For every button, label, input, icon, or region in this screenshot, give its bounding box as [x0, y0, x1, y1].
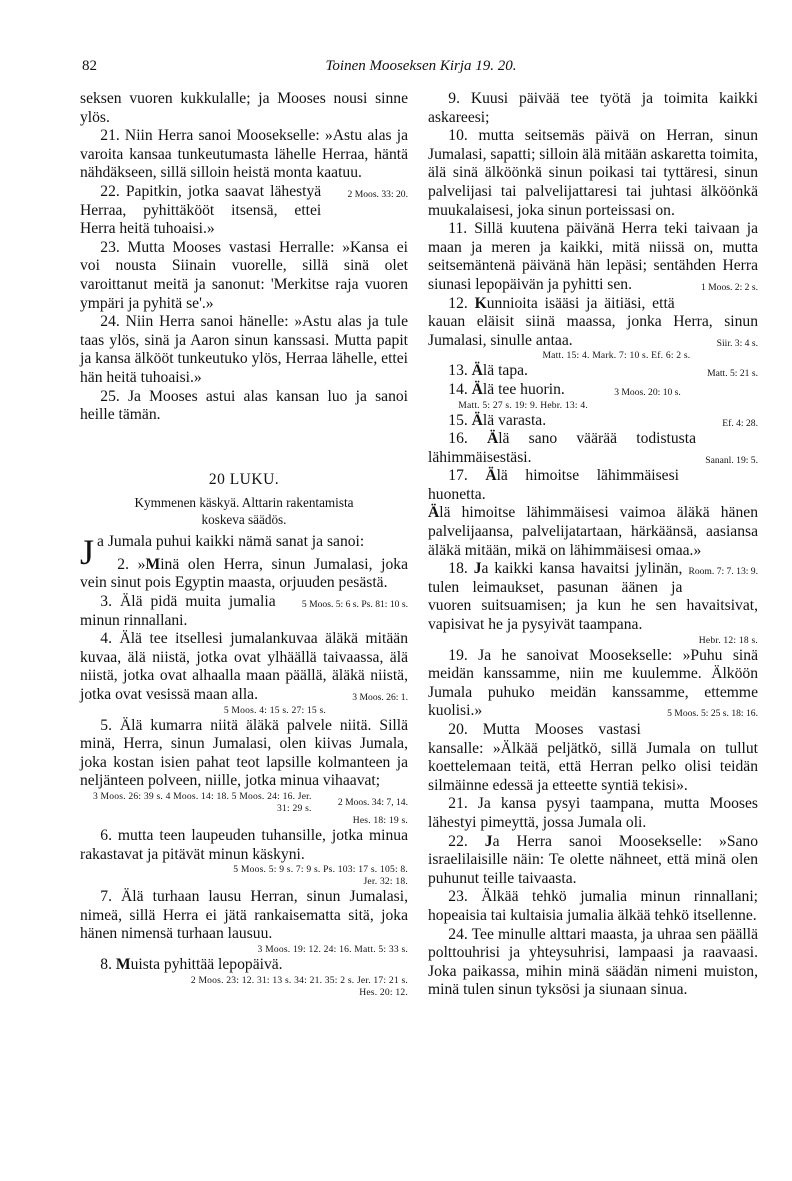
- cross-reference: Hes. 20: 12.: [359, 986, 408, 998]
- cross-reference: 3 Moos. 26: 39 s. 4 Moos. 14: 18. 5 Moos. 24: 16. Jer. 31: 29 s.: [92, 791, 312, 814]
- chapter-summary-line-1: Kymmenen käskyä. Alttarin rakentamista: [134, 495, 354, 511]
- cross-reference: 3 Moos. 20: 10 s.: [614, 386, 681, 398]
- left-column: [80, 90, 408, 999]
- bold-initial: Ä: [471, 362, 483, 380]
- verse-21: [80, 127, 408, 200]
- cross-reference: 5 Moos. 5: 6 s. Ps. 81: 10 s.: [301, 599, 408, 611]
- verse-number: 14.: [448, 380, 472, 398]
- verse-15: [428, 412, 758, 431]
- verse-text: 21. Niin Herra sanoi Moosekselle: »Astu alas ja varoita kansaa tunkeutumasta lähelle Herraa, häntä nähdäkseen, sillä silloin heistä monta kaatuu.: [80, 127, 408, 182]
- verse-number: 22.: [448, 832, 485, 850]
- running-title: Toinen Mooseksen Kirja 19. 20.: [325, 58, 517, 74]
- verse-text: a Herra sanoi Moosekselle: »Sano israelilaisille näin: Te olette nähneet, että minä olen puhunut teille taivaasta.: [428, 832, 759, 887]
- verse-24: 24. Tee minulle alttari maasta, ja uhraa sen päällä polttouhrisi ja yhteysuhrisi, lampaasi ja raavaasi. Joka paikassa, mihin minä säädän nimeni muiston, minä tulen sinun tyksösi ja siunaan sinua.: [428, 925, 758, 999]
- cross-reference: Matt. 15: 4. Mark. 7: 10 s. Ef. 6: 2 s.: [542, 350, 691, 362]
- cross-reference: Hebr. 12: 18 s.: [698, 634, 758, 646]
- verse-number: 16.: [448, 430, 487, 448]
- verse-text: unnioita isääsi ja äitiäsi, että kauan eläisit siinä maassa, jonka Herra, sinun Jumalasi, sinulle antaa.: [428, 294, 758, 349]
- page-header: [82, 58, 760, 80]
- verse-text: 19. Ja he sanoivat Moosekselle: »Puhu sinä meidän kanssamme, niin me kuulemme. Älköön Jumala puhuko meidän kanssamme, ettemme kuolisi.»: [428, 646, 758, 720]
- verse-4: [80, 630, 408, 704]
- bold-initial: J: [484, 832, 493, 850]
- cross-reference: Matt. 5: 21 s.: [707, 368, 758, 380]
- cross-reference: 3 Moos. 19: 12. 24: 16. Matt. 5: 33 s.: [257, 943, 408, 955]
- cross-reference: Matt. 5: 27 s. 19: 9. Hebr. 13: 4.: [458, 399, 588, 411]
- cross-reference: 2 Moos. 23: 12. 31: 13 s. 34: 21. 35: 2 s. Jer. 17: 21 s.: [190, 974, 408, 986]
- cross-reference: Ef. 4: 28.: [722, 417, 758, 429]
- verse-number: 12.: [448, 294, 475, 312]
- cross-reference: 1 Moos. 2: 2 s.: [700, 281, 758, 293]
- bold-initial: J: [473, 560, 482, 578]
- verse-24: 24. Niin Herra sanoi hänelle: »Astu alas ja tule taas ylös, sinä ja Aaron sinun kanssasi. Mutta papit ja kansa älkööt tunkeutuko ylös, Herraa lähelle, ettei hän heitä tuhoaisi.»: [80, 313, 408, 386]
- verse-text: a Jumala puhui kaikki nämä sanat ja sanoi:: [97, 533, 365, 551]
- verse-7: [80, 888, 408, 944]
- verse-1: [80, 532, 408, 573]
- chapter-heading: 20 LUKU.: [208, 470, 280, 488]
- verse-23: 23. Älkää tehkö jumalia minun rinnallani; hopeaisia tai kultaisia jumalia älkää tehkö itsellenne.: [428, 888, 758, 924]
- verse-number: 8.: [100, 955, 116, 973]
- verse-11: [428, 220, 758, 294]
- verse-text: lä tapa.: [482, 362, 528, 380]
- bold-initial: M: [145, 555, 161, 573]
- verse-text: lä tee huorin.: [482, 380, 565, 398]
- verse-text: lä varasta.: [482, 411, 547, 429]
- cross-reference: 5 Moos. 5: 25 s. 18: 16.: [667, 708, 758, 720]
- cross-reference: 5 Moos. 5: 9 s. 7: 9 s. Ps. 103: 17 s. 105: 8.: [233, 864, 408, 876]
- verse-text: 6. mutta teen laupeuden tuhansille, jotka minua rakastavat ja pitävät minun käskyni.: [80, 827, 408, 863]
- verse-number: 18.: [448, 560, 474, 578]
- verse-text: 4. Älä tee itsellesi jumalankuvaa äläkä mitään kuvaa, älä niistä, jotka ovat ylhäällä taivaassa, älä niistä, jotka ovat alhaalla maan päällä, äläkä niistä, jotka ovat vesissä maan alla.: [80, 630, 408, 704]
- verse-number: 17.: [448, 467, 486, 485]
- verse-16: [428, 430, 758, 467]
- verse-22: 22. Papitkin, jotka saavat lähestyä Herraa, pyhittäkööt itsensä, ettei Herra heitä tuhoaisi.»: [80, 182, 322, 238]
- verse-text: 11. Sillä kuutena päivänä Herra teki taivaan ja maan ja meren ja kaikki, mitä niissä on, mutta seitsemäntenä päivänä hän lepäsi; sentähden Herra siunasi lepopäivän ja pyhitti sen.: [428, 220, 758, 293]
- verse-text: a kaikki kansa havaitsi jylinän, tulen leimaukset, pasunan äänen ja vuoren suitsuamisen; ja kun he sen havaitsivat, vapisivat he ja pysyivät taampana.: [428, 560, 758, 634]
- verse-text: 7. Älä turhaan lausu Herran, sinun Jumalasi, nimeä, sillä Herra ei jätä rankaisematta sitä, joka hänen nimensä turhaan lausuu.: [80, 888, 408, 943]
- cross-reference: Hes. 18: 19 s.: [352, 815, 408, 826]
- verse-22: [428, 833, 758, 889]
- verse-25: 25. Ja Mooses astui alas kansan luo ja sanoi heille tämän.: [80, 387, 408, 424]
- cross-reference: 3 Moos. 26: 1.: [352, 692, 408, 704]
- verse-text: uista pyhittää lepopäivä.: [130, 955, 283, 973]
- verse-number: 13.: [448, 362, 472, 380]
- cross-reference: Siir. 3: 4 s.: [716, 337, 758, 349]
- cross-reference: 2 Moos. 33: 20.: [347, 188, 408, 200]
- verse-3: 3. Älä pidä muita jumalia minun rinnallani.: [80, 593, 276, 629]
- verse-13: [428, 362, 758, 381]
- page-number: 82: [82, 58, 97, 74]
- verse-10: 10. mutta seitsemäs päivä on Herran, sinun Jumalasi, sapatti; silloin älä mitään askaretta toimita, älä sinä älköönkä sinun poikasi tai tyttäresi, sinun palvelijasi tai palvelijattaresi tai juhtasi älköönkä muukalaisesi, joka sinun porteissasi on.: [428, 127, 758, 219]
- verse-12: [428, 295, 758, 351]
- bold-initial: Ä: [428, 504, 440, 522]
- cross-reference: Room. 7: 7. 13: 9.: [688, 566, 758, 578]
- verse-text: lä sano väärää todistusta lähimmäisestäsi.: [428, 430, 697, 466]
- verse-6: [80, 827, 408, 864]
- verse-text: lä himoitse lähimmäisesi vaimoa äläkä hänen palvelijaansa, palvelijatartaan, härkäänsä, aasiansa äläkä mitään, mikä on lähimmäisesi omaa.»: [428, 504, 758, 559]
- bold-initial: Ä: [471, 380, 483, 398]
- cross-reference: Sananl. 19: 5.: [705, 454, 758, 466]
- verse-20: 20. Mutta Mooses vastasi kansalle: »Älkää peljätkö, sillä Jumala on tullut koettelemaan teitä, että Herran pelko olisi teidän silmäinne edessä ja etteette syntiä tekisi».: [428, 721, 758, 794]
- verse-text: inä olen Herra, sinun Jumalasi, joka vein sinut pois Egyptin maasta, orjuuden pesästä.: [80, 555, 409, 592]
- verse-19: [428, 647, 758, 721]
- cross-reference: 5 Moos. 4: 15 s. 27: 15 s.: [223, 704, 327, 716]
- verse-19-continued: seksen vuoren kukkulalle; ja Mooses nousi sinne ylös.: [80, 90, 408, 126]
- verse-9: 9. Kuusi päivää tee työtä ja toimita kaikki askareesi;: [428, 90, 758, 126]
- bold-initial: Ä: [485, 467, 497, 485]
- verse-number: 2. »: [117, 555, 146, 573]
- cross-reference: 2 Moos. 34: 7, 14.: [337, 797, 408, 808]
- bold-initial: Ä: [486, 430, 499, 448]
- verse-text: lä himoitse lähimmäisesi huonetta.: [428, 467, 679, 503]
- verse-21: 21. Ja kansa pysyi taampana, mutta Mooses lähestyi pimeyttä, jossa Jumala oli.: [428, 795, 758, 831]
- verse-text: 5. Älä kumarra niitä äläkä palvele niitä. Sillä minä, Herra, sinun Jumalasi, olen kiivas Jumala, joka kostan isien pahat teot lapsille kolmanteen ja neljänteen polveen, niille, jotka minua vihaavat;: [80, 716, 408, 790]
- bold-initial: M: [115, 955, 131, 973]
- bold-initial: K: [474, 294, 487, 312]
- chapter-summary-line-2: koskeva säädös.: [201, 512, 287, 528]
- cross-reference: Jer. 32: 18.: [363, 876, 408, 888]
- bold-initial: Ä: [471, 411, 483, 429]
- verse-number: 15.: [448, 411, 472, 429]
- verse-8: [80, 956, 408, 975]
- drop-cap: J: [80, 532, 95, 573]
- right-column: [428, 90, 758, 1000]
- verse-17: [428, 467, 758, 504]
- verse-23: 23. Mutta Mooses vastasi Herralle: »Kansa ei voi nousta Siinain vuorelle, sillä sinä olet varoittanut meitä ja sanonut: 'Merkitse raja vuoren ympäri ja pyhitä se'.»: [80, 238, 408, 312]
